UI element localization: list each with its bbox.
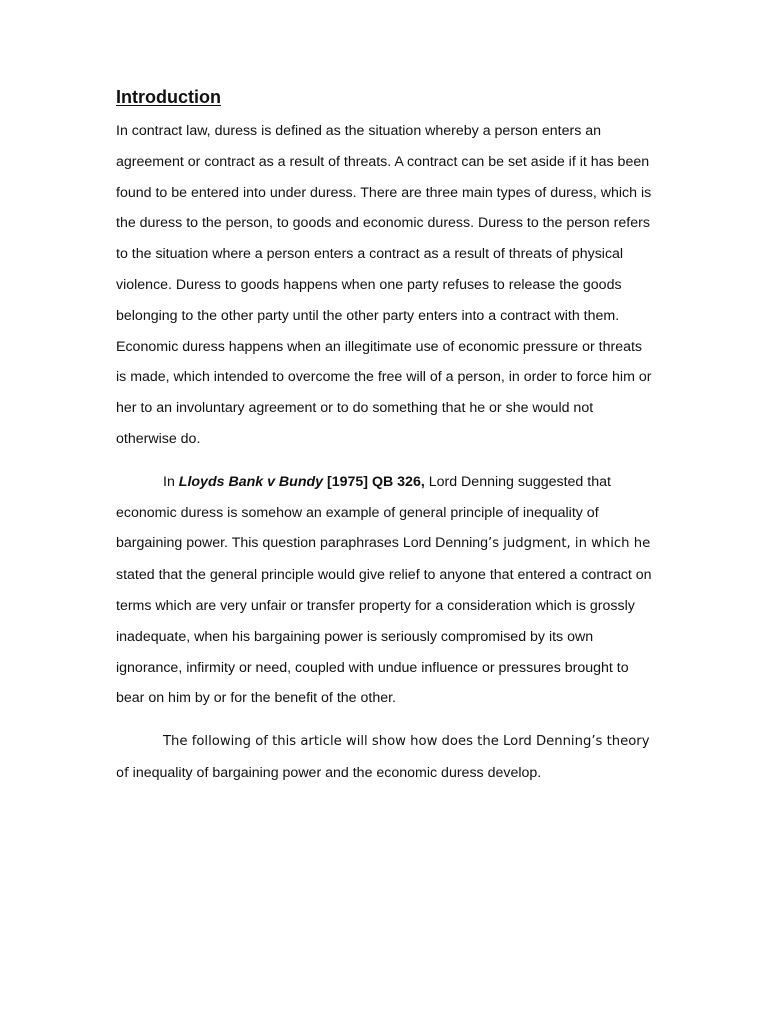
case-paragraph-body-3: stated that the general principle would give relief to anyone that entered a contract on terms which are very unfair or transfer property for a consideration which is grossly inadequate, when his bargaining power is seriously compromised by its own ignorance, infirmity or need, coupled with undue influence or pressures brought to bear on him by or for the benefit of the other.	[116, 567, 652, 707]
case-name: Lloyds Bank v Bundy	[178, 473, 324, 490]
closing-paragraph-part-1: The following of this article will show how does the Lord Denning’s theory of	[116, 734, 650, 781]
section-heading: Introduction	[116, 87, 221, 107]
case-paragraph-lead: In	[163, 473, 179, 490]
case-paragraph-body-2: ’s judgment, in which he	[488, 536, 651, 552]
case-paragraph-body-1: Lord Denning suggested that economic duress is somehow an example of general principle of inequality of bargaining power. This question paraphrases Lord Denning	[116, 473, 611, 552]
closing-paragraph	[116, 726, 656, 790]
intro-paragraph: In contract law, duress is defined as the situation whereby a person enters an agreement or contract as a result of threats. A contract can be set aside if it has been found to be entered into under duress. There are three main types of duress, which is the duress to the person, to goods and economic duress. Duress to the person refers to the situation where a person enters a contract as a result of threats of physical violence. Duress to goods happens when one party refuses to release the goods belonging to the other party until the other party enters into a contract with them. Economic duress happens when an illegitimate use of economic pressure or threats is made, which intended to overcome the free will of a person, in order to force him or her to an involuntary agreement or to do something that he or she would not otherwise do.	[116, 123, 652, 447]
case-citation: [1975] QB 326,	[323, 473, 425, 490]
closing-paragraph-part-2: inequality of bargaining power and the economic duress develop.	[132, 764, 542, 781]
case-paragraph	[116, 467, 656, 714]
document-page	[116, 84, 656, 790]
